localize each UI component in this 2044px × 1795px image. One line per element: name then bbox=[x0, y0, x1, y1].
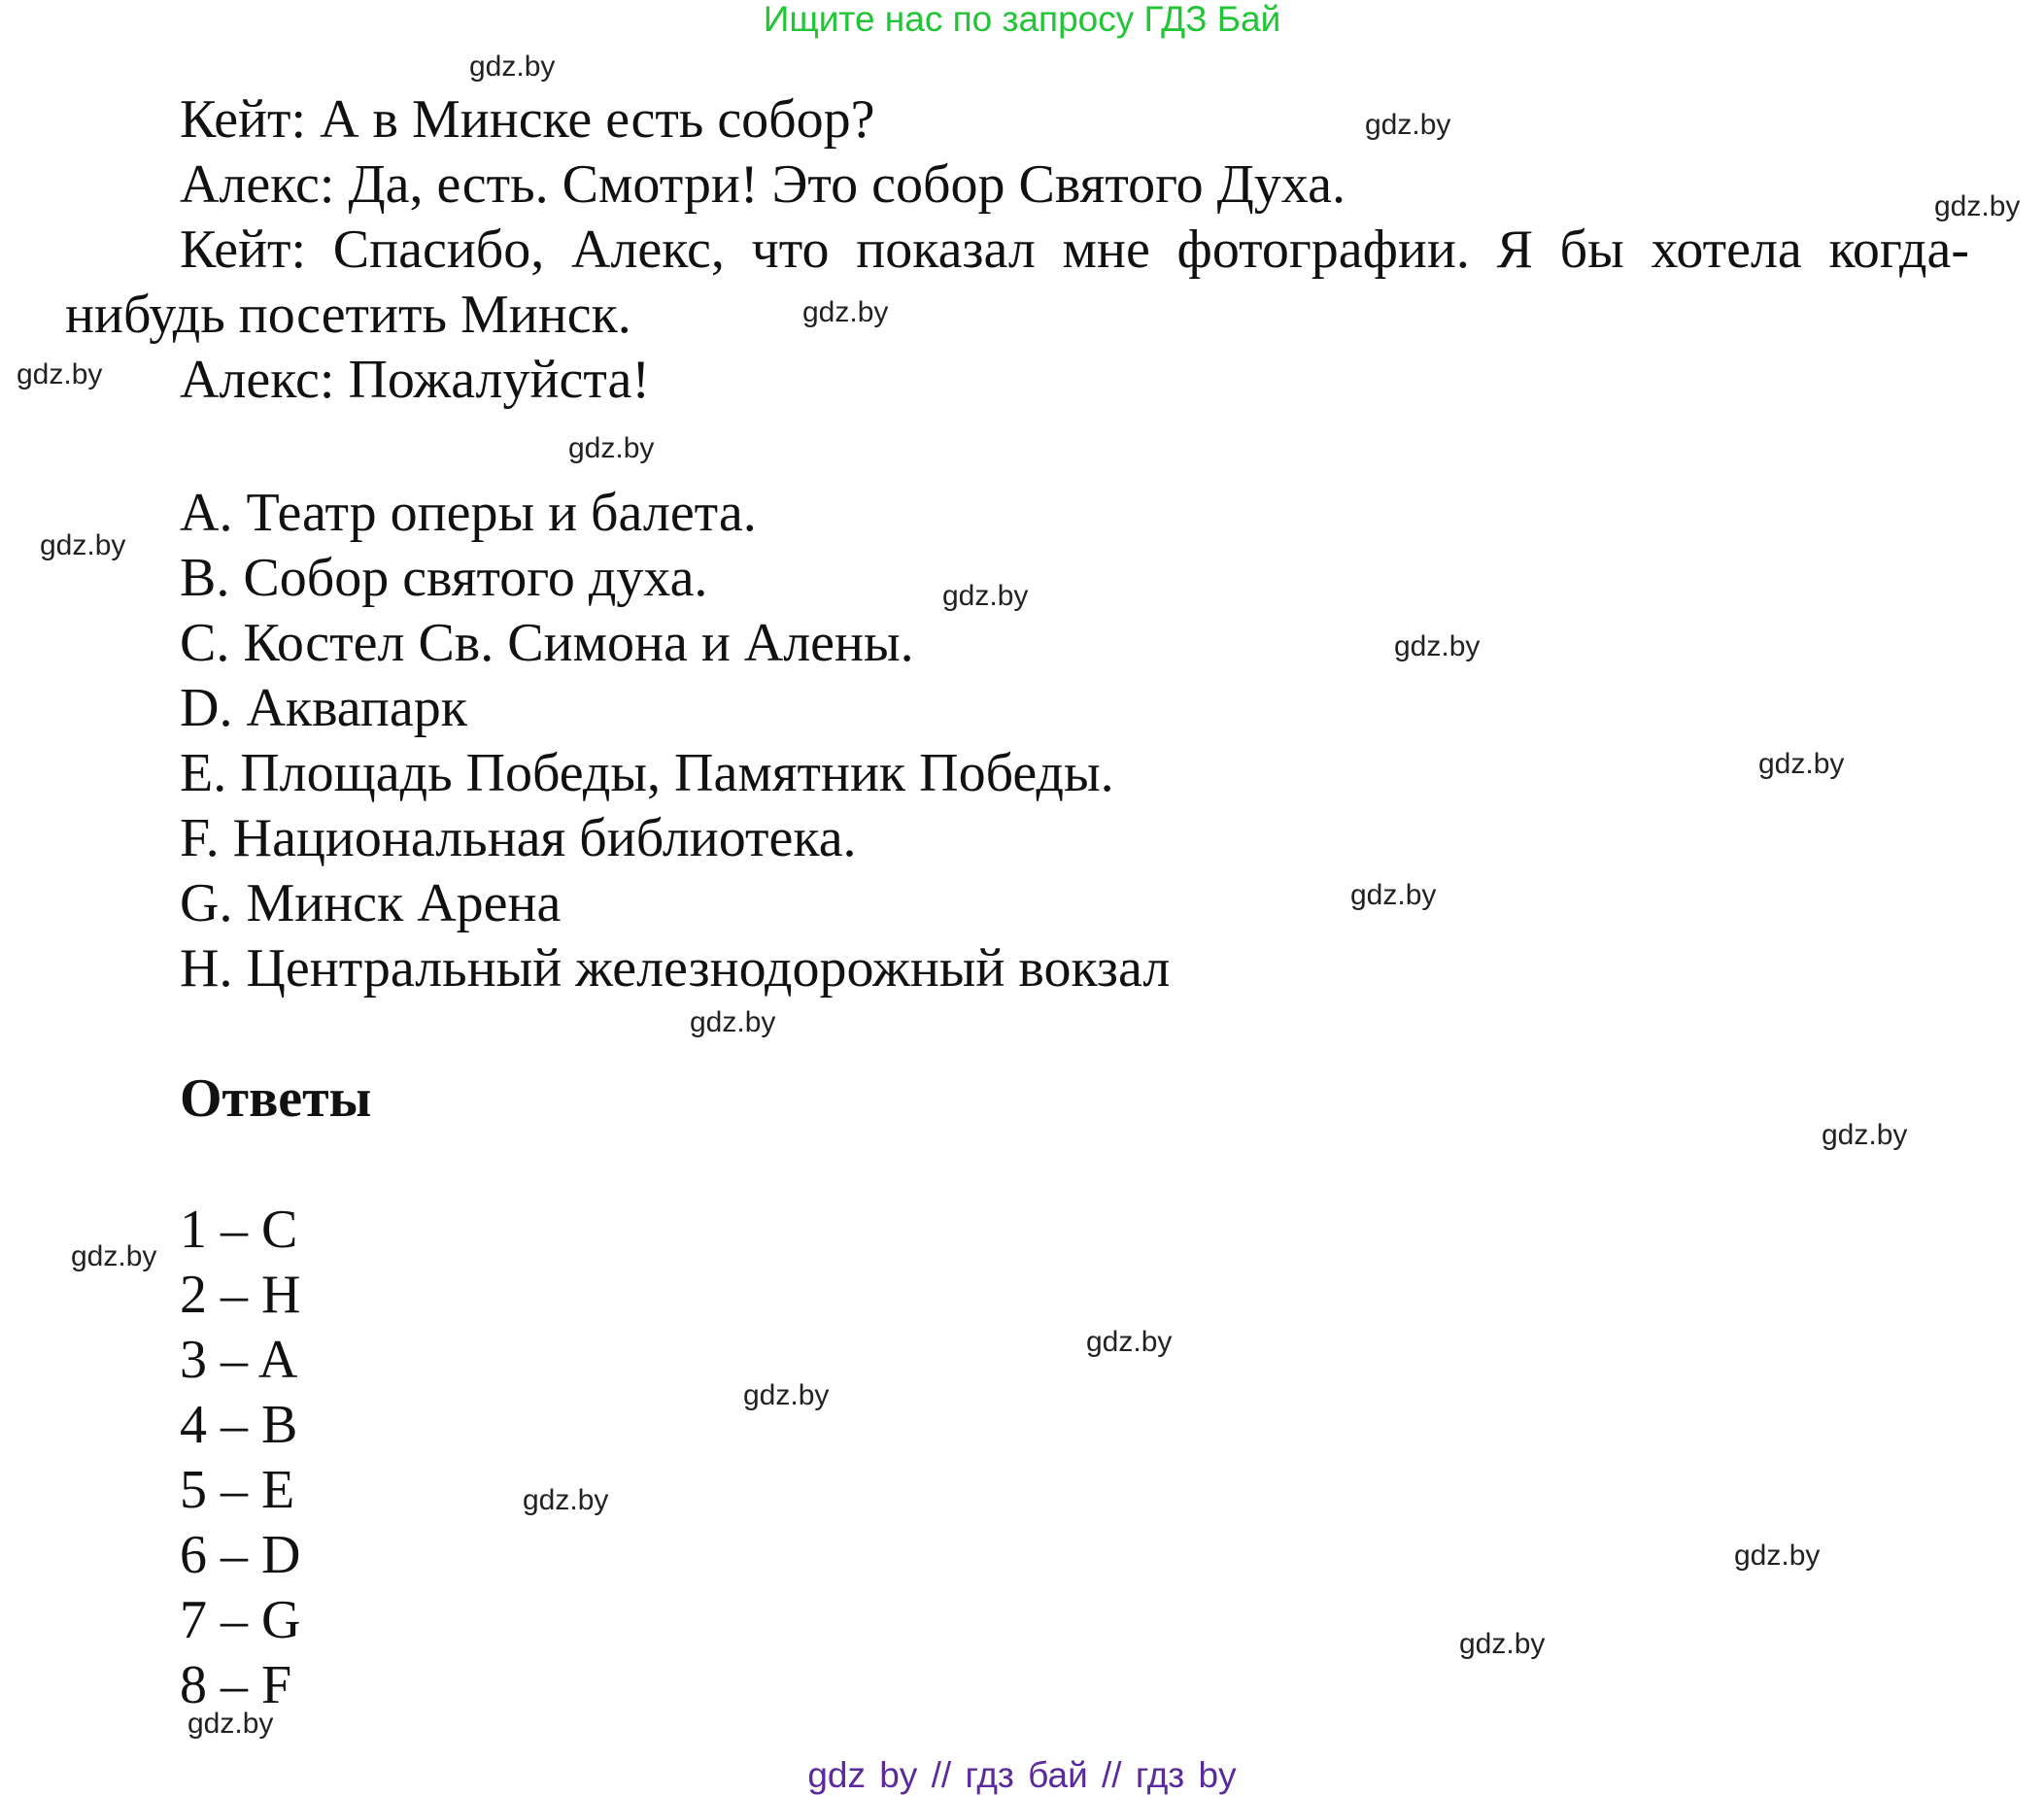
dialogue-line-2: Алекс: Да, есть. Смотри! Это собор Святого Духа. bbox=[180, 154, 1346, 215]
answer-item: 7 – G bbox=[180, 1590, 301, 1650]
option-h: H. Центральный железнодорожный вокзал bbox=[180, 938, 1171, 999]
watermark: gdz.by bbox=[1822, 1119, 1908, 1151]
dialogue-line-1: Кейт: А в Минске есть собор? bbox=[180, 89, 875, 150]
watermark: gdz.by bbox=[1459, 1628, 1546, 1660]
answer-item: 6 – D bbox=[180, 1525, 301, 1585]
watermark: gdz.by bbox=[1365, 109, 1451, 141]
option-a: A. Театр оперы и балета. bbox=[180, 483, 757, 543]
watermark: gdz.by bbox=[71, 1240, 157, 1272]
search-banner: Ищите нас по запросу ГДЗ Бай bbox=[763, 0, 1281, 39]
watermark: gdz.by bbox=[568, 432, 655, 464]
watermark: gdz.by bbox=[1086, 1326, 1173, 1358]
answer-item: 3 – A bbox=[180, 1330, 298, 1390]
watermark: gdz.by bbox=[523, 1484, 609, 1516]
answer-item: 4 – B bbox=[180, 1395, 298, 1455]
answer-item: 1 – C bbox=[180, 1200, 298, 1260]
watermark: gdz.by bbox=[469, 51, 556, 83]
watermark: gdz.by bbox=[1734, 1540, 1821, 1572]
watermark: gdz.by bbox=[1934, 190, 2021, 222]
watermark: gdz.by bbox=[1350, 879, 1437, 911]
watermark: gdz.by bbox=[942, 580, 1029, 612]
option-b: B. Собор святого духа. bbox=[180, 548, 708, 608]
watermark: gdz.by bbox=[17, 358, 103, 390]
option-e: E. Площадь Победы, Памятник Победы. bbox=[180, 743, 1114, 803]
watermark: gdz.by bbox=[802, 296, 889, 328]
dialogue-line-3: Кейт: Спасибо, Алекс, что показал мне фотографии. Я бы хотела когда-нибудь посетить Минск. bbox=[65, 220, 1969, 345]
watermark: gdz.by bbox=[743, 1379, 830, 1411]
footer-links: gdz by // гдз бай // гдз by bbox=[807, 1755, 1237, 1795]
answer-item: 5 – E bbox=[180, 1460, 295, 1520]
dialogue-line-4: Алекс: Пожалуйста! bbox=[180, 350, 650, 410]
watermark: gdz.by bbox=[187, 1708, 274, 1740]
answers-heading: Ответы bbox=[180, 1068, 372, 1129]
option-c: C. Костел Св. Симона и Алены. bbox=[180, 613, 914, 673]
option-g: G. Минск Арена bbox=[180, 873, 562, 933]
watermark: gdz.by bbox=[1394, 630, 1481, 662]
watermark: gdz.by bbox=[690, 1006, 776, 1038]
answer-item: 2 – H bbox=[180, 1265, 301, 1325]
watermark: gdz.by bbox=[1758, 748, 1845, 780]
answer-item: 8 – F bbox=[180, 1655, 292, 1715]
option-f: F. Национальная библиотека. bbox=[180, 808, 857, 868]
option-d: D. Аквапарк bbox=[180, 678, 467, 738]
watermark: gdz.by bbox=[40, 529, 126, 561]
